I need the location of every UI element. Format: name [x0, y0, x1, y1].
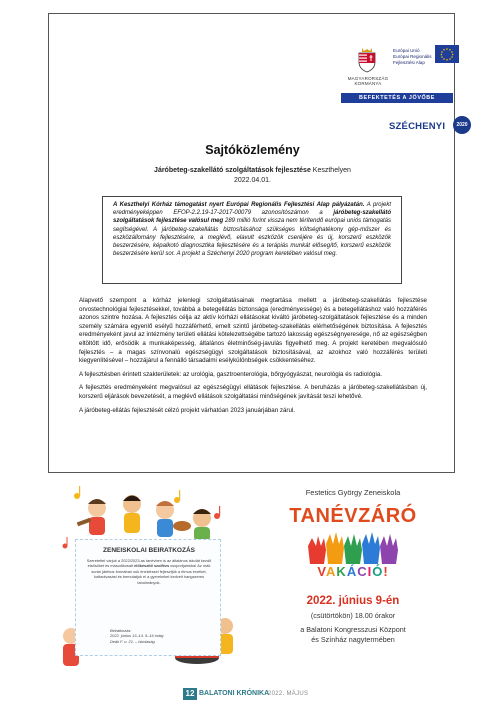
- page-number: 12: [183, 688, 197, 700]
- enrollment-details: [110, 628, 190, 644]
- enrollment-label: Beiratkozás:: [110, 628, 132, 633]
- body-paragraph-2: A fejlesztésben érintett szakterületek: az urológia, gasztroenterológia, bőrgyógyászat, neurológia és radiológia.: [79, 370, 383, 378]
- press-body: [79, 297, 427, 420]
- vakacio-letter-3: K: [336, 564, 347, 579]
- enrollment-date: 2022. június 13–14. 9–16 óráig: [110, 633, 164, 639]
- hungary-crest-icon: [356, 47, 378, 73]
- eu-line-2: Európai Regionális: [393, 54, 432, 59]
- enrollment-text-b: csoportjainkba! Az órák során játékos formában sok énekléssel fejlesztjük a ritmus érzéket, kottaolvasást és bemutatjuk el a gyerekeket kedvelt hangszeres tanulmányok.: [91, 563, 211, 585]
- colorful-hands-icon: [258, 530, 448, 566]
- box-lead: A Keszthelyi Kórház támogatást nyert Európai Regionális Fejlesztési Alap pályázatán.: [113, 202, 365, 208]
- vakacio-letter-4: Á: [346, 564, 358, 579]
- year-end-poster: [258, 486, 448, 676]
- eu-logo-text: [393, 48, 432, 66]
- hungary-government-label: MAGYARORSZÁG KORMÁNYA: [347, 76, 389, 86]
- eu-line-1: Európai Unió: [393, 48, 420, 53]
- issue-label: 2022. MÁJUS: [268, 691, 309, 697]
- subtitle-place: Keszthelyen: [310, 167, 351, 174]
- vakacio-letter-2: A: [326, 564, 337, 579]
- eu-invest-text: BEFEKTETÉS A JÖVŐBE: [359, 95, 435, 101]
- box-text-a: A projekt eredményeképpen EFOP-2.2.19-17-2017-00079 azonosítószámon a: [113, 202, 391, 217]
- vakacio-letter-6: I: [367, 564, 373, 579]
- body-paragraph-4: A járóbeteg-ellátás fejlesztését célzó projekt várhatóan 2023 januárjában zárul.: [79, 406, 296, 414]
- enrollment-place: Deák F. u. 21. – Iskolaság: [110, 638, 155, 644]
- body-paragraph-3: A fejlesztés eredményeként megvalósul az egészségügyi ellátások fejlesztése. A beruházás a járóbeteg-szakellátásban új, korszerű eljárások bevezetését, a meglévő ellátások szolgáltatási minőségének javítását teszi lehetővé.: [79, 384, 427, 400]
- szechenyi-badge: 2020: [453, 116, 471, 134]
- enrollment-text-bold: előkészítő szolfézs: [134, 563, 170, 569]
- poster-vakacio: [258, 564, 448, 579]
- eu-flag-icon: [435, 45, 459, 63]
- eu-invest-banner: [341, 93, 453, 103]
- press-release-frame: [48, 13, 468, 473]
- box-highlight: járóbeteg-szakellátó szolgáltatások fejlesztése valósul meg: [113, 210, 391, 225]
- poster-date: 2022. június 9-én: [306, 595, 400, 607]
- vakacio-letter-5: C: [357, 564, 368, 579]
- vakacio-letter-7: Ó: [372, 564, 384, 579]
- vakacio-letter-8: !: [383, 564, 389, 579]
- enrollment-title: ZENEISKOLAI BEIRATKOZÁS: [103, 547, 195, 554]
- eu-logo: [393, 45, 453, 85]
- enrollment-text-a: Szeretettel várjuk a 2022/2023-as tanévben is az általános iskolát kezdő elsősöket és másodikosait: [86, 558, 212, 569]
- poster-place-line-1: a Balatoni Kongresszusi Központ: [300, 625, 406, 634]
- subtitle-bold: Járóbeteg-szakellátó szolgáltatások fejlesztése: [154, 167, 311, 174]
- press-subtitle: [49, 167, 456, 174]
- poster-time: (csütörtökön) 18.00 órakor: [310, 611, 396, 620]
- body-paragraph-1: Alapvető szempont a kórház jelenlegi szolgáltatásainak megtartása mellett a járóbeteg-szakellátás fejlesztése orvostechnológiai fejlesztésekkel, továbbá a betegellátás biztonsága (eredményessége) és a betegellátáshoz való hozzáférés azonos szintre hozása. A fejlesztés célja az aktív kórházi ellátásokat kiváltó járóbeteg-szolgáltatások fejlesztése és a minden személy számára egyenlő esélyű hozzáférhető, emelt szintű járóbeteg-szakellátás elérhetőségének biztosítása. A fejlesztés eredményeként javul az intézmény területi ellátási kötelezettségébe tartozó lakosság egészségnyeresége, nő az egészségben eltöltött idő, erősödik a munkaképesség, általános életminőség-javulás figyelhető meg. A projekt keretében megvalósuló fejlesztés – a magas színvonalú egészségügyi szolgáltatások biztosításával, az azokhoz való hozzáférés területi kiegyenlítésével – hozzájárul a fennálló társadalmi esélykülönbségek csökkentéséhez.: [79, 297, 427, 365]
- poster-place-line-2: és Színház nagytermében: [311, 635, 395, 644]
- magazine-name: BALATONI KRÓNIKA: [199, 690, 270, 697]
- eu-line-3: Fejlesztési Alap: [393, 60, 425, 65]
- press-date: 2022.04.01.: [234, 177, 271, 184]
- poster-main-title: TANÉVZÁRÓ: [289, 505, 417, 527]
- poster-school-name: Festetics György Zeneiskola: [305, 488, 401, 497]
- szechenyi-logo-text: SZÉCHENYI: [389, 121, 446, 132]
- enrollment-card: [75, 539, 221, 656]
- poster-place: [258, 625, 448, 645]
- music-enrollment-poster: [57, 486, 239, 676]
- press-title: Sajtóközlemény: [205, 143, 300, 157]
- box-text-c: 289 millió forint vissza nem térítendő európai uniós támogatás segítségével. A járóbeteg-szakellátás biztosításához szükséges költséghatékony gép-műszer és eszközállomány fejlesztésére, a meglévő, elavult eszközök cseréjére és új, korszerű eszközök beszerzésére, képalkotó diagnosztika fejlesztésére és a terápiás munkát elősegítő, korszerű eszközök beszerzésére kerül sor. A projekt a Széchenyi 2020 program keretében valósul meg.: [113, 218, 392, 258]
- summary-box: [102, 196, 402, 284]
- kid-figure-2: [123, 495, 141, 533]
- enrollment-text: [86, 558, 212, 585]
- vakacio-letter-1: V: [317, 564, 327, 579]
- kid-figure-4: [193, 509, 211, 541]
- kid-figure-1: [77, 499, 106, 535]
- kid-figure-3: [156, 501, 191, 537]
